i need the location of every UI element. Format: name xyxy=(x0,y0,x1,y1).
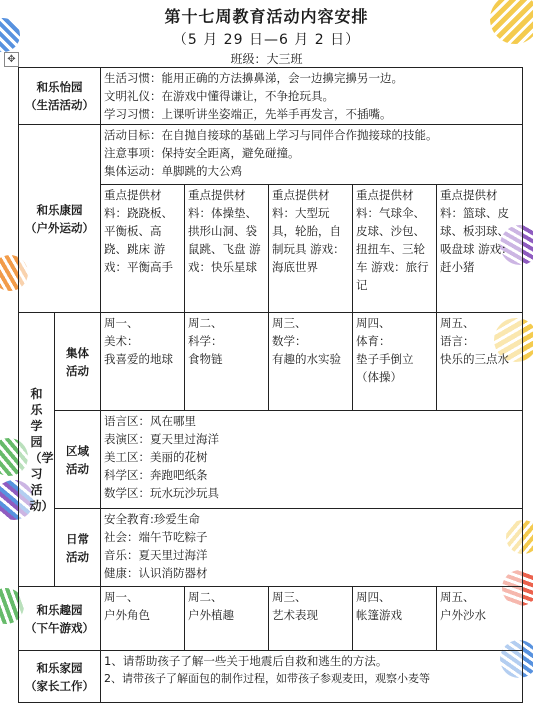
fun-day-cell: 周五、 户外沙水 xyxy=(437,587,523,651)
material-cell: 重点提供材料：气球伞、皮球、沙包、扭扭车、三轮车 游戏：旅行记 xyxy=(353,185,437,313)
health-section-label: 和乐康园 （户外运动） xyxy=(19,125,101,313)
area-line: 数学区：玩水玩沙玩具 xyxy=(104,486,219,500)
group-activity-label: 集体活动 xyxy=(55,313,101,411)
health-note: 注意事项：保持安全距离，避免碰撞。 xyxy=(104,146,300,160)
page-title: 第十七周教育活动内容安排 xyxy=(164,7,369,26)
daily-line: 安全教育:珍爱生命 xyxy=(104,512,200,526)
health-goal: 活动目标：在自抛自接球的基础上学习与同伴合作抛接球的技能。 xyxy=(104,128,438,142)
life-section-label: 和乐怡园 （生活活动） xyxy=(19,68,101,125)
home-section-label: 和乐家园 （家长工作） xyxy=(19,651,101,703)
daily-activity-content xyxy=(101,509,523,587)
material-cell: 重点提供材料：篮球、皮球、板羽球、吸盘球 游戏：赶小猪 xyxy=(437,185,523,313)
fun-day-cell: 周二、 户外植趣 xyxy=(185,587,269,651)
area-line: 美工区：美丽的花树 xyxy=(104,450,208,464)
fun-day-cell: 周三、 艺术表现 xyxy=(269,587,353,651)
area-line: 语言区：风在哪里 xyxy=(104,414,196,428)
fun-row xyxy=(19,587,523,651)
material-cell: 重点提供材料：体操垫、拱形山洞、袋鼠跳、飞盘 游戏：快乐星球 xyxy=(185,185,269,313)
table-move-handle-icon[interactable]: ✥ xyxy=(4,52,19,67)
daily-line: 社会：端午节吃粽子 xyxy=(104,530,208,544)
class-label: 班级：大三班 xyxy=(230,52,303,66)
home-content xyxy=(101,651,523,703)
health-goals xyxy=(101,125,523,185)
area-line: 科学区：奔跑吧纸条 xyxy=(104,468,208,482)
daily-line: 音乐：夏天里过海洋 xyxy=(104,548,208,562)
home-line: 1、请帮助孩子了解一些关于地震后自救和逃生的方法。 xyxy=(104,654,388,668)
life-line: 学习习惯：上课听讲坐姿端正，先举手再发言，不插嘴。 xyxy=(104,107,392,121)
study-area-row xyxy=(19,411,523,509)
group-day-cell: 周二、 科学： 食物链 xyxy=(185,313,269,411)
fun-day-cell: 周四、 帐篷游戏 xyxy=(353,587,437,651)
health-group-sport: 集体运动：单脚跳的大公鸡 xyxy=(104,164,242,178)
life-row xyxy=(19,68,523,125)
study-group-row xyxy=(19,313,523,411)
material-cell: 重点提供材料：大型玩具，轮胎，自制玩具 游戏：海底世界 xyxy=(269,185,353,313)
area-activity-content xyxy=(101,411,523,509)
home-row xyxy=(19,651,523,703)
area-activity-label: 区域活动 xyxy=(55,411,101,509)
daily-activity-label: 日常活动 xyxy=(55,509,101,587)
study-section-label: 和乐学园（学习活动） xyxy=(19,313,55,587)
group-day-cell: 周一、 美术： 我喜爱的地球 xyxy=(101,313,185,411)
life-line: 生活习惯：能用正确的方法擤鼻涕，会一边擤完擤另一边。 xyxy=(104,71,403,85)
fun-day-cell: 周一、 户外角色 xyxy=(101,587,185,651)
fun-section-label: 和乐趣园 （下午游戏） xyxy=(19,587,101,651)
group-day-cell: 周四、 体育： 垫子手倒立（体操） xyxy=(353,313,437,411)
study-daily-row xyxy=(19,509,523,587)
life-line: 文明礼仪：在游戏中懂得谦让，不争抢玩具。 xyxy=(104,89,334,103)
group-day-cell: 周三、 数学： 有趣的水实验 xyxy=(269,313,353,411)
home-line: 2、请带孩子了解面包的制作过程，如带孩子参观麦田，观察小麦等 xyxy=(104,672,430,685)
material-cell: 重点提供材料：跷跷板、平衡板、高跷、跳床 游戏：平衡高手 xyxy=(101,185,185,313)
group-day-cell: 周五、 语言： 快乐的三点水 xyxy=(437,313,523,411)
daily-line: 健康：认识消防器材 xyxy=(104,566,208,580)
area-line: 表演区：夏天里过海洋 xyxy=(104,432,219,446)
health-row-goals xyxy=(19,125,523,185)
life-content xyxy=(101,68,523,125)
date-range: （5 月 29 日—6 月 2 日） xyxy=(172,32,361,48)
schedule-table xyxy=(18,67,523,703)
